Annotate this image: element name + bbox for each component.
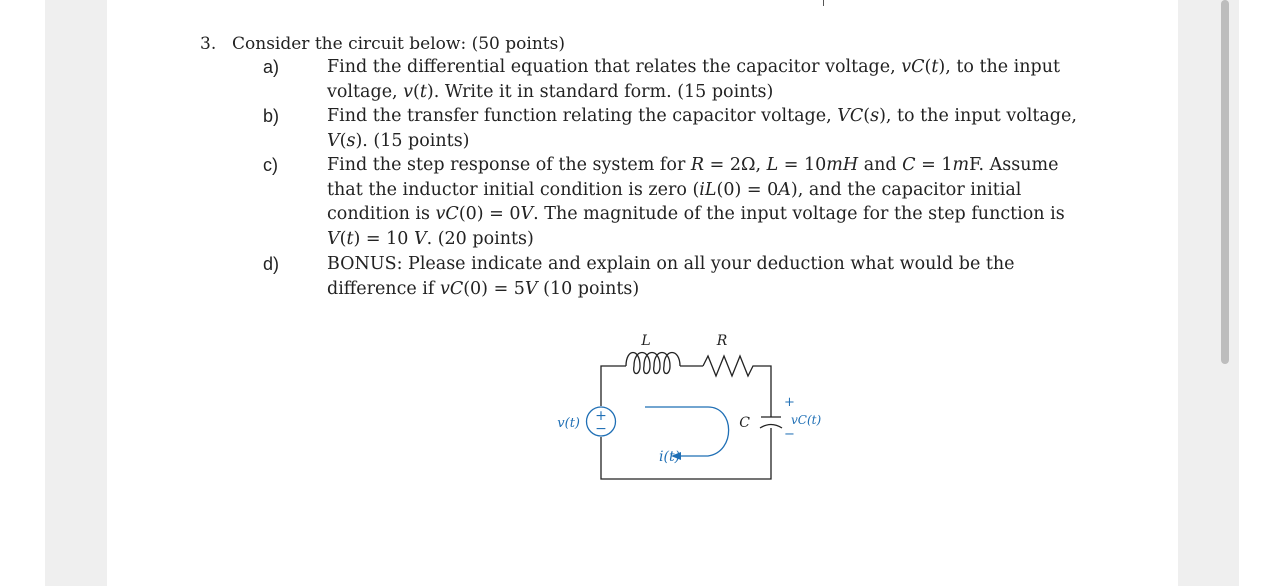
- part-c-line-2: that the inductor initial condition is zero (𝑖𝐿(0) = 0𝐴), and the capacitor initial: [327, 179, 1022, 200]
- current-loop-arrow: [645, 407, 729, 456]
- rlc-circuit-diagram: [540, 326, 840, 486]
- cap-voltage-label: vC(t): [791, 413, 822, 427]
- part-b-label: b): [263, 106, 280, 126]
- source-label: v(t): [557, 416, 580, 431]
- part-c-text: [327, 153, 1127, 251]
- part-a-label: a): [263, 57, 280, 77]
- source-minus-sign: −: [595, 421, 607, 437]
- resistor-zigzag: [703, 356, 758, 376]
- question-number: 3.: [200, 34, 217, 54]
- part-a-line-2: voltage, 𝑣(𝑡). Write it in standard form. (15 points): [327, 81, 774, 102]
- part-c-line-1: Find the step response of the system for 𝑅 = 2Ω, 𝐿 = 10𝑚𝐻 and 𝐶 = 1𝑚F. Assume: [327, 155, 1059, 175]
- page-edge-mark: [823, 0, 824, 6]
- right-gutter: [1239, 0, 1284, 586]
- source-plus-sign: +: [595, 408, 607, 424]
- wire-bottom: [601, 428, 771, 479]
- question-title: Consider the circuit below: (50 points): [232, 34, 565, 54]
- part-b-line-2: 𝑉(𝑠). (15 points): [327, 130, 470, 151]
- cap-minus-sign: −: [784, 427, 795, 442]
- capacitor-label: C: [739, 415, 750, 431]
- left-gutter: [0, 0, 45, 586]
- resistor-label: R: [716, 333, 728, 349]
- part-d-line-2: difference if 𝑣𝐶(0) = 5𝑉 (10 points): [327, 278, 640, 299]
- part-d-text: [327, 252, 1127, 301]
- part-b-text: [327, 104, 1127, 153]
- part-d-line-1: BONUS: Please indicate and explain on all your deduction what would be the: [327, 254, 1015, 274]
- part-a-line-1: Find the differential equation that relates the capacitor voltage, 𝑣𝐶(𝑡), to the input: [327, 57, 1061, 77]
- wire-right-top: [758, 366, 771, 417]
- capacitor-plate-bottom: [760, 425, 782, 429]
- part-a-text: [327, 55, 1127, 104]
- cap-plus-sign: +: [784, 395, 795, 410]
- inductor-coil: [626, 353, 680, 374]
- part-d-label: d): [263, 254, 280, 274]
- scrollbar-thumb[interactable]: [1221, 0, 1229, 364]
- part-c-line-3: condition is 𝑣𝐶(0) = 0𝑉. The magnitude of the input voltage for the step function is: [327, 204, 1065, 225]
- question-header: [200, 33, 565, 55]
- wire-left-top: [601, 366, 626, 406]
- part-b-line-1: Find the transfer function relating the capacitor voltage, 𝑉𝐶(𝑠), to the input voltage,: [327, 106, 1077, 126]
- part-c-line-4: 𝑉(𝑡) = 10 𝑉. (20 points): [327, 228, 534, 249]
- inductor-label: L: [641, 333, 651, 349]
- current-label: i(t): [659, 449, 681, 465]
- part-c-label: c): [263, 155, 278, 175]
